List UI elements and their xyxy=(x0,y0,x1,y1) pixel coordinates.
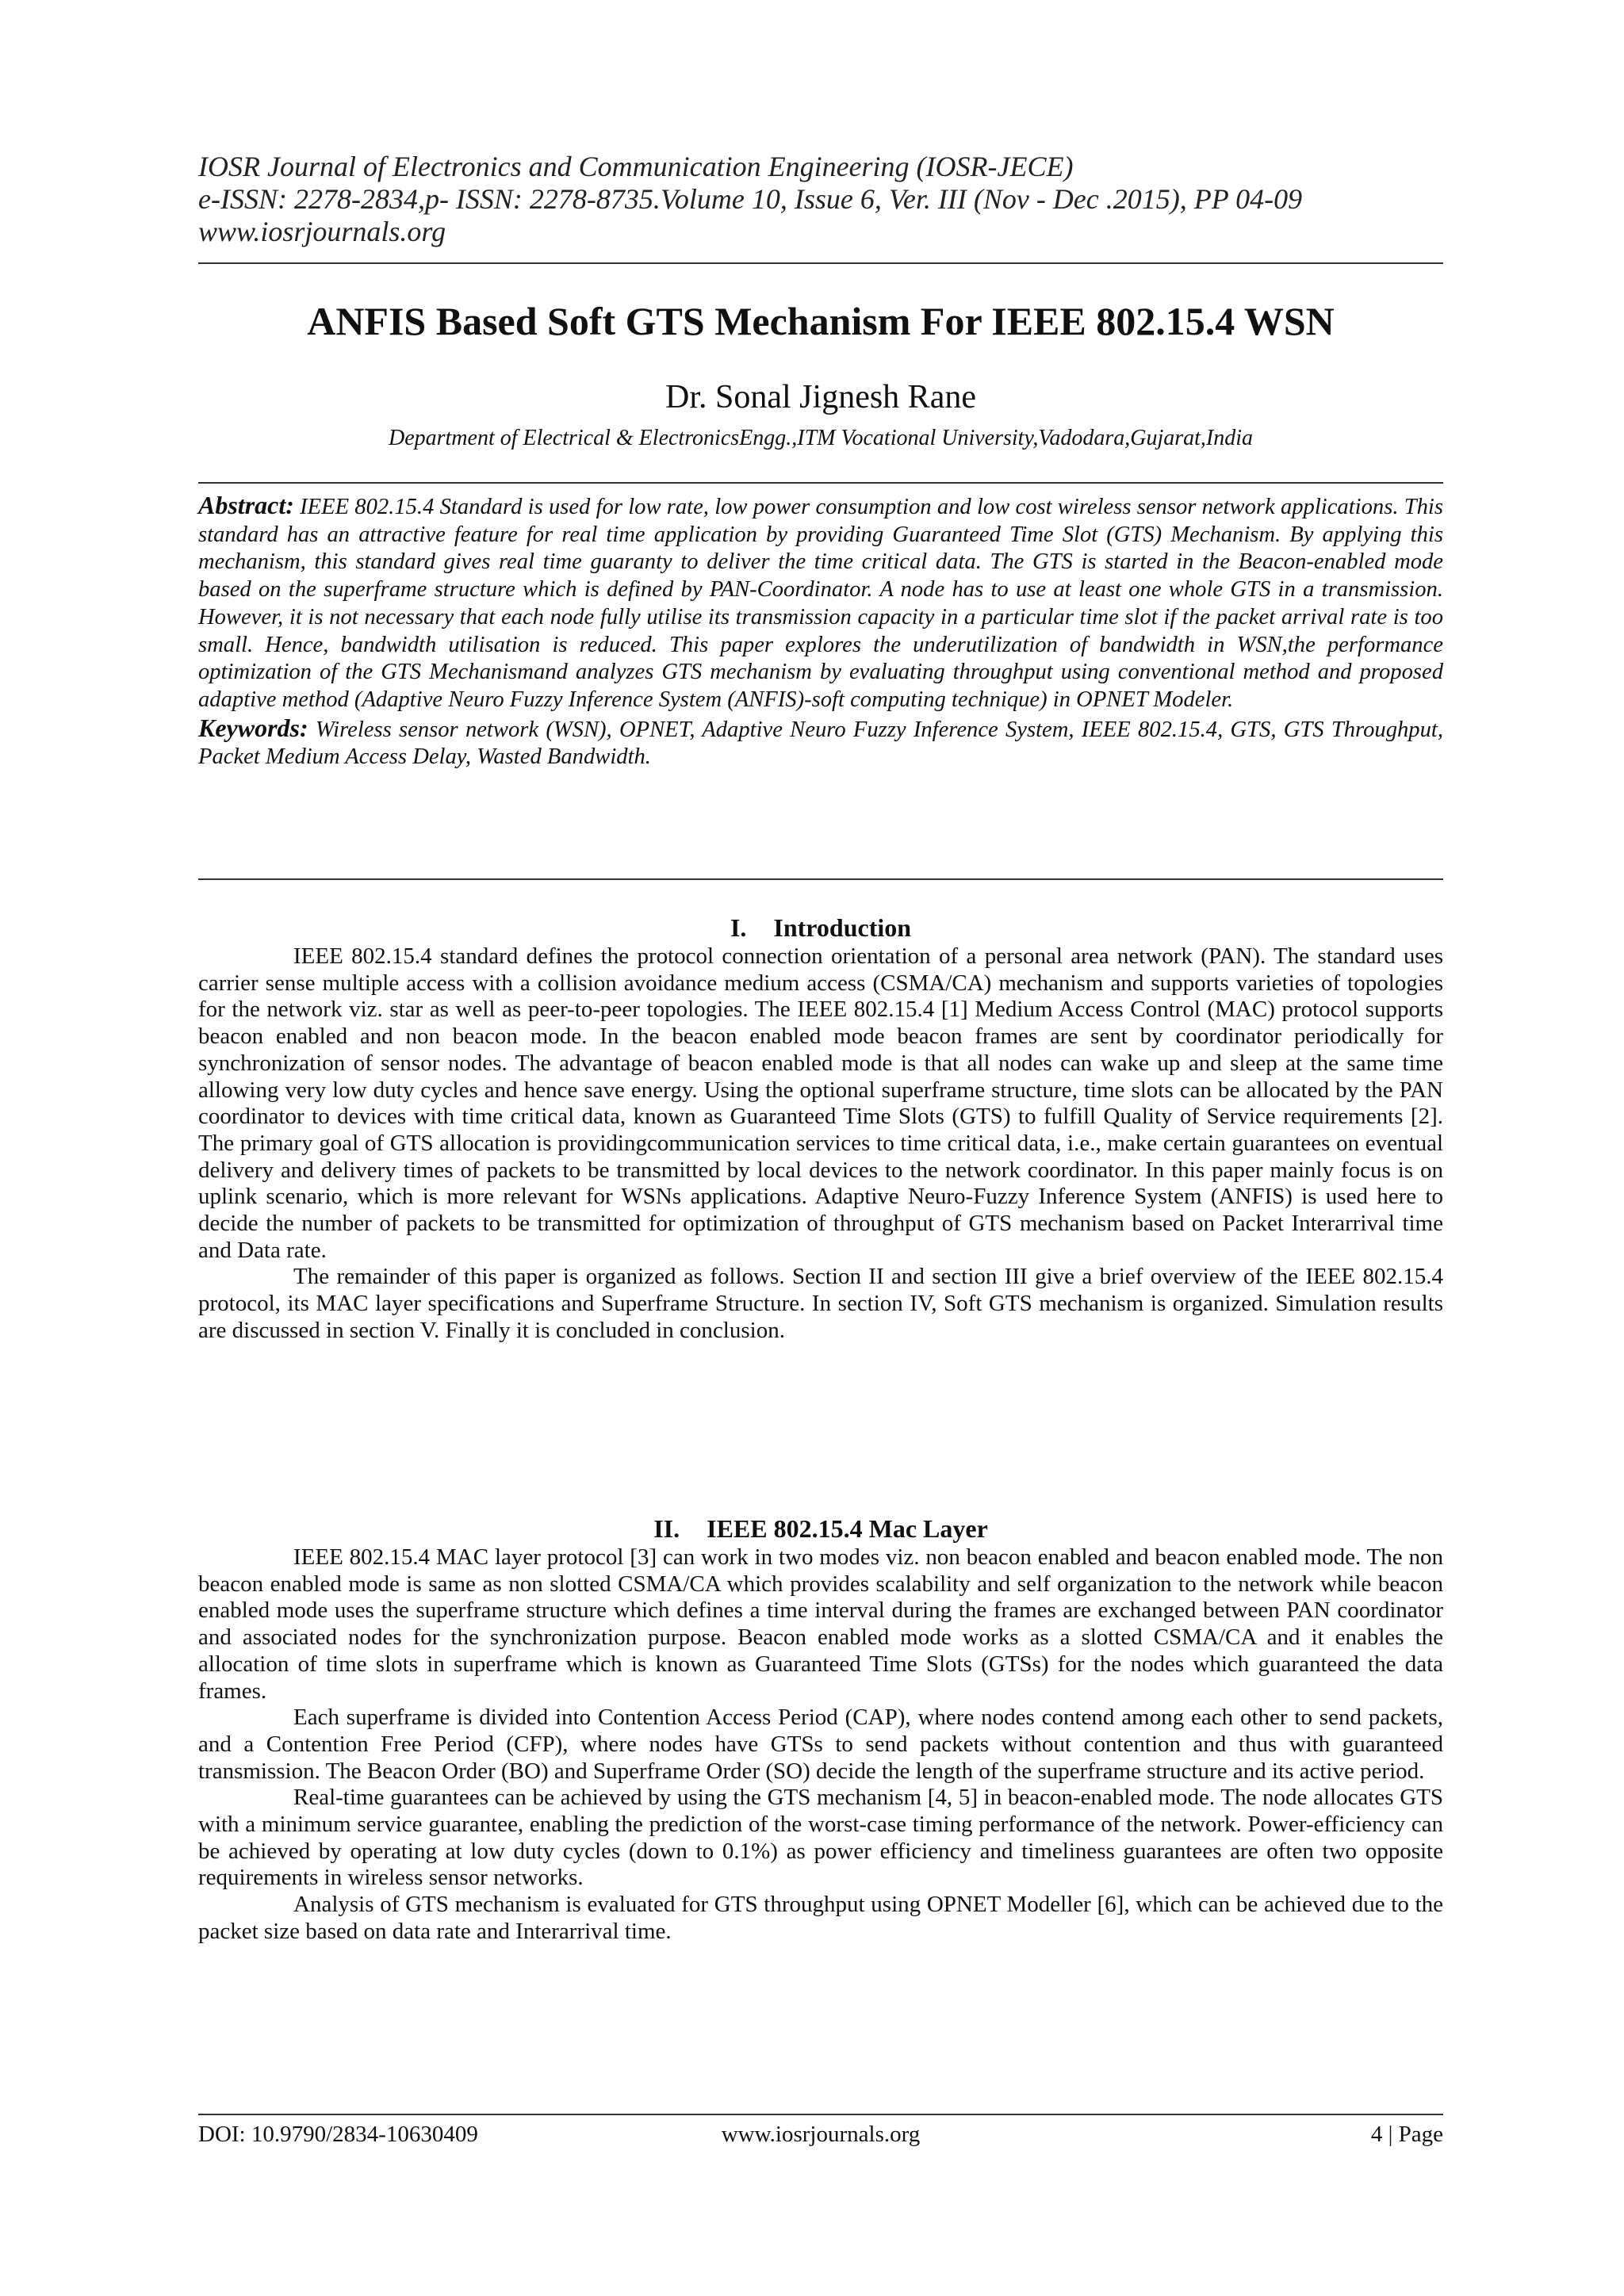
keywords-paragraph xyxy=(198,714,1443,771)
section-number: I. xyxy=(730,913,747,942)
abstract-text: IEEE 802.15.4 Standard is used for low rate, low power consumption and low cost wireless sensor network applications. This standard has an attractive feature for real time application by providing Guaranteed Time Slot (GTS) Mechanism. By applying this mechanism, this standard gives real time guaranty to deliver the time critical data. The GTS is started in the Beacon-enabled mode based on the superframe structure which is defined by PAN-Coordinator. A node has to use at least one whole GTS in a transmission. However, it is not necessary that each node fully utilise its transmission capacity in a particular time slot if the packet arrival rate is too small. Hence, bandwidth utilisation is reduced. This paper explores the underutilization of bandwidth in WSN,the performance optimization of the GTS Mechanismand analyzes GTS mechanism by evaluating throughput using conventional method and proposed adaptive method (Adaptive Neuro Fuzzy Inference System (ANFIS)-soft computing technique) in OPNET Modeler. xyxy=(198,495,1443,712)
keywords-text: Wireless sensor network (WSN), OPNET, Adaptive Neuro Fuzzy Inference System, IEEE 802.15.4, GTS, GTS Throughput, Packet Medium Access Delay, Wasted Bandwidth. xyxy=(198,717,1443,770)
section-body-introduction xyxy=(198,943,1443,1345)
abstract-bottom-rule xyxy=(198,878,1443,880)
paper-title: ANFIS Based Soft GTS Mechanism For IEEE 802.15.4 WSN xyxy=(307,299,1335,343)
abstract-top-rule xyxy=(198,482,1443,484)
body-paragraph: IEEE 802.15.4 standard defines the protocol connection orientation of a personal area network (PAN). The standard uses carrier sense multiple access with a collision avoidance medium access (CSMA/CA) mechanism and supports varieties of topologies for the network viz. star as well as peer-to-peer topologies. The IEEE 802.15.4 [1] Medium Access Control (MAC) protocol supports beacon enabled and non beacon mode. In the beacon enabled mode beacon frames are sent by coordinator periodically for synchronization of sensor nodes. The advantage of beacon enabled mode is that all nodes can wake up and sleep at the same time allowing very low duty cycles and hence save energy. Using the optional superframe structure, time slots can be allocated by the PAN coordinator to devices with time critical data, known as Guaranteed Time Slots (GTS) to fulfill Quality of Service requirements [2]. The primary goal of GTS allocation is providingcommunication services to time critical data, i.e., make certain guarantees on eventual delivery and delivery times of packets to be transmitted by local devices to the network coordinator. In this paper mainly focus is on uplink scenario, which is more relevant for WSNs applications. Adaptive Neuro-Fuzzy Inference System (ANFIS) is used here to decide the number of packets to be transmitted for optimization of throughput of GTS mechanism based on Packet Interarrival time and Data rate. xyxy=(198,943,1443,1263)
section-title: Introduction xyxy=(773,913,912,942)
abstract-block xyxy=(198,492,1443,771)
footer-page-number: 4 | Page xyxy=(1370,2122,1443,2147)
footer-doi: DOI: 10.9790/2834-10630409 xyxy=(198,2122,478,2147)
section-title: IEEE 802.15.4 Mac Layer xyxy=(707,1514,988,1543)
keywords-label: Keywords: xyxy=(198,713,308,742)
section-body-mac-layer xyxy=(198,1544,1443,1946)
journal-issn: e-ISSN: 2278-2834,p- ISSN: 2278-8735.Volume 10, Issue 6, Ver. III (Nov - Dec .2015), PP 04-09 xyxy=(198,183,1303,215)
body-paragraph: The remainder of this paper is organized as follows. Section II and section III give a brief overview of the IEEE 802.15.4 protocol, its MAC layer specifications and Superframe Structure. In section IV, Soft GTS mechanism is organized. Simulation results are discussed in section V. Finally it is concluded in conclusion. xyxy=(198,1264,1443,1343)
footer-website: www.iosrjournals.org xyxy=(721,2122,921,2147)
journal-name: IOSR Journal of Electronics and Communication Engineering (IOSR-JECE) xyxy=(198,151,1074,182)
section-heading-introduction xyxy=(198,912,1443,943)
abstract-paragraph xyxy=(198,492,1443,714)
paper-page xyxy=(198,0,1443,2296)
body-paragraph: Each superframe is divided into Contention Access Period (CAP), where nodes contend among each other to send packets, and a Contention Free Period (CFP), where nodes have GTSs to send packets without contention and thus with guaranteed transmission. The Beacon Order (BO) and Superframe Order (SO) decide the length of the superframe structure and its active period. xyxy=(198,1705,1443,1784)
body-paragraph: IEEE 802.15.4 MAC layer protocol [3] can work in two modes viz. non beacon enabled and beacon enabled mode. The non beacon enabled mode is same as non slotted CSMA/CA which provides scalability and self organization to the network while beacon enabled mode uses the superframe structure which defines a time interval during the frames are exchanged between PAN coordinator and associated nodes for the synchronization purpose. Beacon enabled mode works as a slotted CSMA/CA and it enables the allocation of time slots in superframe which is known as Guaranteed Time Slots (GTSs) for the nodes which guaranteed the data frames. xyxy=(198,1544,1443,1704)
abstract-label: Abstract: xyxy=(198,491,294,519)
body-paragraph: Analysis of GTS mechanism is evaluated for GTS throughput using OPNET Modeller [6], which can be achieved due to the packet size based on data rate and Interarrival time. xyxy=(198,1892,1443,1944)
header-rule xyxy=(198,262,1443,264)
body-paragraph: Real-time guarantees can be achieved by using the GTS mechanism [4, 5] in beacon-enabled mode. The node allocates GTS with a minimum service guarantee, enabling the prediction of the worst-case timing performance of the network. Power-efficiency can be achieved by operating at low duty cycles (down to 0.1%) as power efficiency and timeliness guarantees are often two opposite requirements in wireless sensor networks. xyxy=(198,1785,1443,1891)
paper-author: Dr. Sonal Jignesh Rane xyxy=(665,379,976,415)
journal-header xyxy=(198,151,1443,248)
author-affiliation: Department of Electrical & ElectronicsEngg.,ITM Vocational University,Vadodara,Gujarat,India xyxy=(388,426,1254,450)
section-heading-mac-layer xyxy=(198,1513,1443,1544)
journal-website: www.iosrjournals.org xyxy=(198,216,446,247)
section-number: II. xyxy=(653,1514,680,1543)
footer-rule xyxy=(198,2114,1443,2115)
